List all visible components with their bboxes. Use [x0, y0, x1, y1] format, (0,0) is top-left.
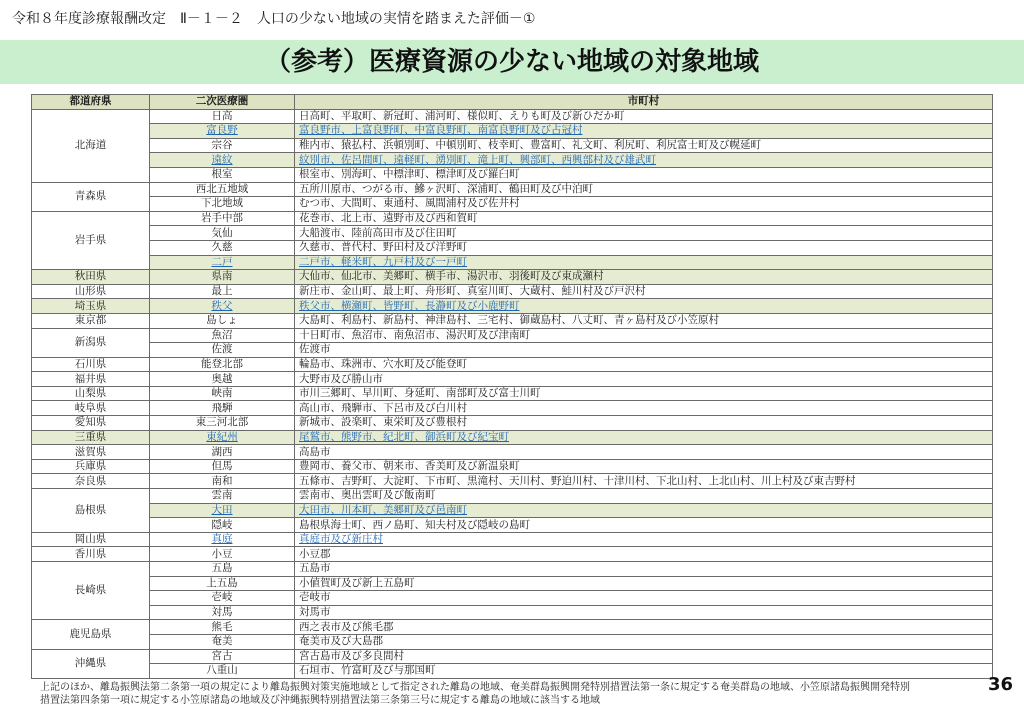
table-body [32, 109, 993, 678]
prefecture-cell: 島根県 [32, 489, 150, 533]
medical-area-cell: 宮古 [150, 649, 295, 664]
medical-area-cell: 西北五地域 [150, 182, 295, 197]
municipalities-cell: 対馬市 [295, 605, 993, 620]
medical-area-cell: 飛騨 [150, 401, 295, 416]
medical-area-cell: 県南 [150, 270, 295, 285]
municipalities-cell: 高島市 [295, 445, 993, 460]
medical-area-cell: 東三河北部 [150, 416, 295, 431]
table-row [32, 649, 993, 664]
medical-area-cell: 久慈 [150, 240, 295, 255]
footnote-line-2: 措置法第四条第一項に規定する小笠原諸島の地域及び沖縄振興特別措置法第三条第三号に規定する離島の地域に該当する地域 [40, 694, 600, 706]
table-row [32, 576, 993, 591]
table-row [32, 226, 993, 241]
municipalities-cell: 小豆郡 [295, 547, 993, 562]
prefecture-cell: 石川県 [32, 357, 150, 372]
medical-area-cell: 但馬 [150, 459, 295, 474]
municipalities-cell[interactable]: 富良野市、上富良野町、中富良野町、南富良野町及び占冠村 [295, 124, 993, 139]
prefecture-cell: 岩手県 [32, 211, 150, 269]
prefecture-cell: 青森県 [32, 182, 150, 211]
municipalities-cell: むつ市、大間町、東通村、風間浦村及び佐井村 [295, 197, 993, 212]
table-row [32, 518, 993, 533]
table-row [32, 182, 993, 197]
table-row [32, 489, 993, 504]
medical-area-cell: 奄美 [150, 634, 295, 649]
municipalities-cell: 五所川原市、つがる市、鰺ヶ沢町、深浦町、鶴田町及び中泊町 [295, 182, 993, 197]
prefecture-cell: 愛知県 [32, 416, 150, 431]
table-row [32, 591, 993, 606]
municipalities-cell: 西之表市及び熊毛郡 [295, 620, 993, 635]
medical-area-cell: 壱岐 [150, 591, 295, 606]
medical-area-cell: 熊毛 [150, 620, 295, 635]
medical-area-cell: 岩手中部 [150, 211, 295, 226]
prefecture-cell: 奈良県 [32, 474, 150, 489]
medical-area-cell: 宗谷 [150, 138, 295, 153]
table-row [32, 445, 993, 460]
page-title: （参考）医療資源の少ない地域の対象地域 [264, 47, 759, 77]
municipalities-cell: 豊岡市、養父市、朝来市、香美町及び新温泉町 [295, 459, 993, 474]
prefecture-cell: 山形県 [32, 284, 150, 299]
medical-area-cell[interactable]: 秩父 [150, 299, 295, 314]
header-line: 令和８年度診療報酬改定 Ⅱ－１－２ 人口の少ない地域の実情を踏まえた評価－① [12, 11, 536, 27]
table-row [32, 664, 993, 679]
municipalities-cell: 新庄市、金山町、最上町、舟形町、真室川町、大蔵村、鮭川村及び戸沢村 [295, 284, 993, 299]
prefecture-cell: 埼玉県 [32, 299, 150, 314]
table-row [32, 372, 993, 387]
table-row [32, 270, 993, 285]
prefecture-cell: 山梨県 [32, 386, 150, 401]
prefecture-cell: 新潟県 [32, 328, 150, 357]
medical-area-cell[interactable]: 二戸 [150, 255, 295, 270]
prefecture-cell: 秋田県 [32, 270, 150, 285]
medical-area-cell: 島しょ [150, 313, 295, 328]
table-row [32, 474, 993, 489]
municipalities-cell: 輪島市、珠洲市、穴水町及び能登町 [295, 357, 993, 372]
table-row [32, 547, 993, 562]
table-row [32, 401, 993, 416]
table-row [32, 503, 993, 518]
medical-area-cell: 奥越 [150, 372, 295, 387]
municipalities-cell[interactable]: 尾鷲市、熊野市、紀北町、御浜町及び紀宝町 [295, 430, 993, 445]
prefecture-cell: 長崎県 [32, 562, 150, 620]
table-row [32, 620, 993, 635]
medical-area-cell: 魚沼 [150, 328, 295, 343]
prefecture-cell: 岐阜県 [32, 401, 150, 416]
prefecture-cell: 滋賀県 [32, 445, 150, 460]
table-row [32, 167, 993, 182]
medical-area-cell[interactable]: 富良野 [150, 124, 295, 139]
table-row [32, 197, 993, 212]
municipalities-cell: 高山市、飛騨市、下呂市及び白川村 [295, 401, 993, 416]
medical-area-cell: 気仙 [150, 226, 295, 241]
table-row [32, 416, 993, 431]
medical-area-cell: 隠岐 [150, 518, 295, 533]
medical-area-cell: 最上 [150, 284, 295, 299]
prefecture-cell: 東京都 [32, 313, 150, 328]
municipalities-cell: 新城市、設楽町、東栄町及び豊根村 [295, 416, 993, 431]
medical-area-cell: 対馬 [150, 605, 295, 620]
municipalities-cell: 大仙市、仙北市、美郷町、横手市、湯沢市、羽後町及び東成瀬村 [295, 270, 993, 285]
medical-area-cell: 佐渡 [150, 343, 295, 358]
target-area-table [31, 94, 993, 679]
table-row [32, 328, 993, 343]
medical-area-cell: 湖西 [150, 445, 295, 460]
municipalities-cell: 石垣市、竹富町及び与那国町 [295, 664, 993, 679]
table-row [32, 211, 993, 226]
table-row [32, 255, 993, 270]
medical-area-cell: 根室 [150, 167, 295, 182]
table-row [32, 153, 993, 168]
column-header-prefecture: 都道府県 [32, 95, 150, 110]
municipalities-cell[interactable]: 紋別市、佐呂間町、遠軽町、湧別町、滝上町、興部町、西興部村及び雄武町 [295, 153, 993, 168]
medical-area-cell: 雲南 [150, 489, 295, 504]
prefecture-cell: 鹿児島県 [32, 620, 150, 649]
municipalities-cell: 大野市及び勝山市 [295, 372, 993, 387]
table-row [32, 386, 993, 401]
footnote [40, 682, 980, 707]
table-row [32, 284, 993, 299]
municipalities-cell: 花巻市、北上市、遠野市及び西和賀町 [295, 211, 993, 226]
municipalities-cell: 佐渡市 [295, 343, 993, 358]
prefecture-cell: 北海道 [32, 109, 150, 182]
medical-area-cell[interactable]: 大田 [150, 503, 295, 518]
prefecture-cell: 福井県 [32, 372, 150, 387]
medical-area-cell: 峡南 [150, 386, 295, 401]
footnote-line-1: 上記のほか、離島振興法第二条第一項の規定により離島振興対策実施地域として指定された離島の地域、奄美群島振興開発特別措置法第一条に規定する奄美群島の地域、小笠原諸島振興開発特別 [40, 682, 910, 693]
table-row [32, 343, 993, 358]
municipalities-cell: 五條市、吉野町、大淀町、下市町、黒滝村、天川村、野迫川村、十津川村、下北山村、上北山村、川上村及び東吉野村 [295, 474, 993, 489]
medical-area-cell[interactable]: 東紀州 [150, 430, 295, 445]
table-row [32, 605, 993, 620]
prefecture-cell: 香川県 [32, 547, 150, 562]
prefecture-cell: 兵庫県 [32, 459, 150, 474]
prefecture-cell: 沖縄県 [32, 649, 150, 678]
table-row [32, 459, 993, 474]
table-row [32, 109, 993, 124]
table-row [32, 313, 993, 328]
municipalities-cell: 稚内市、猿払村、浜頓別町、中頓別町、枝幸町、豊富町、礼文町、利尻町、利尻富士町及び幌延町 [295, 138, 993, 153]
table-header-row [32, 95, 993, 110]
table-row [32, 562, 993, 577]
table-row [32, 299, 993, 314]
municipalities-cell: 宮古島市及び多良間村 [295, 649, 993, 664]
municipalities-cell: 久慈市、普代村、野田村及び洋野町 [295, 240, 993, 255]
municipalities-cell: 奄美市及び大島郡 [295, 634, 993, 649]
medical-area-cell: 五島 [150, 562, 295, 577]
medical-area-cell: 南和 [150, 474, 295, 489]
page-number: 36 [988, 674, 1014, 695]
table-row [32, 138, 993, 153]
column-header-municipalities: 市町村 [295, 95, 993, 110]
table-row [32, 634, 993, 649]
medical-area-cell: 八重山 [150, 664, 295, 679]
table-row [32, 532, 993, 547]
municipalities-cell: 小値賀町及び新上五島町 [295, 576, 993, 591]
table-row [32, 240, 993, 255]
prefecture-cell: 三重県 [32, 430, 150, 445]
municipalities-cell: 根室市、別海町、中標津町、標津町及び羅臼町 [295, 167, 993, 182]
table-row [32, 357, 993, 372]
municipalities-cell: 五島市 [295, 562, 993, 577]
municipalities-cell[interactable]: 真庭市及び新庄村 [295, 532, 993, 547]
municipalities-cell: 大島町、利島村、新島村、神津島村、三宅村、御蔵島村、八丈町、青ヶ島村及び小笠原村 [295, 313, 993, 328]
table-row [32, 124, 993, 139]
medical-area-cell[interactable]: 真庭 [150, 532, 295, 547]
municipalities-cell: 日高町、平取町、新冠町、浦河町、様似町、えりも町及び新ひだか町 [295, 109, 993, 124]
medical-area-cell: 上五島 [150, 576, 295, 591]
municipalities-cell: 壱岐市 [295, 591, 993, 606]
municipalities-cell[interactable]: 秩父市、横瀬町、皆野町、長瀞町及び小鹿野町 [295, 299, 993, 314]
medical-area-cell: 下北地域 [150, 197, 295, 212]
table-row [32, 430, 993, 445]
municipalities-cell: 島根県海士町、西ノ島町、知夫村及び隠岐の島町 [295, 518, 993, 533]
municipalities-cell: 十日町市、魚沼市、南魚沼市、湯沢町及び津南町 [295, 328, 993, 343]
medical-area-cell: 日高 [150, 109, 295, 124]
column-header-medical-area: 二次医療圏 [150, 95, 295, 110]
municipalities-cell: 市川三郷町、早川町、身延町、南部町及び富士川町 [295, 386, 993, 401]
medical-area-cell: 能登北部 [150, 357, 295, 372]
medical-area-cell: 小豆 [150, 547, 295, 562]
municipalities-cell[interactable]: 大田市、川本町、美郷町及び邑南町 [295, 503, 993, 518]
prefecture-cell: 岡山県 [32, 532, 150, 547]
municipalities-cell: 雲南市、奥出雲町及び飯南町 [295, 489, 993, 504]
municipalities-cell[interactable]: 二戸市、軽米町、九戸村及び一戸町 [295, 255, 993, 270]
medical-area-cell[interactable]: 遠紋 [150, 153, 295, 168]
municipalities-cell: 大船渡市、陸前高田市及び住田町 [295, 226, 993, 241]
